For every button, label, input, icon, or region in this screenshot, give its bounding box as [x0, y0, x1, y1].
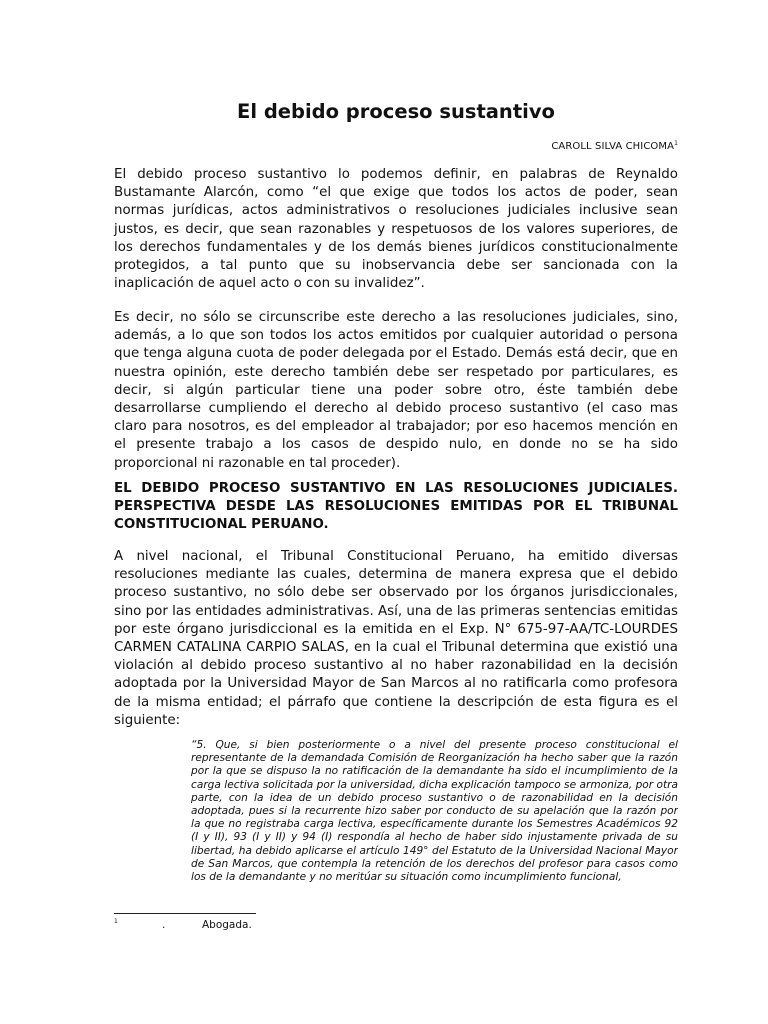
author-name: CAROLL SILVA CHICOMA	[551, 141, 675, 152]
author-footnote-mark[interactable]: 1	[674, 140, 678, 147]
paragraph-tribunal: A nivel nacional, el Tribunal Constitucional Peruano, ha emitido diversas resoluciones mediante las cuales, determina de manera expresa que el debido proceso sustantivo, no sólo debe ser observado por los órganos jurisdiccionales, sino por las entidades administrativas. Así, una de las primeras sentencias emitidas por este órgano jurisdiccional es la emitida en el Exp. N° 675-97-AA/TC-LOURDES CARMEN CATALINA CARPIO SALAS, en la cual el Tribunal determina que existió una violación al debido proceso sustantivo al no haber razonabilidad en la decisión adoptada por la Universidad Mayor de San Marcos al no ratificarla como profesora de la misma entidad; el párrafo que contiene la descripción de esta figura es el siguiente:	[114, 549, 678, 728]
block-quote: “5. Que, si bien posteriormente o a nivel del presente proceso constitucional el representante de la demandada Comisión de Reorganización ha hecho saber que la razón por la que se dispuso la no ratificación de la demandante ha sido el incumplimiento de la carga lectiva solicitada por la universidad, dicha explicación tampoco se armoniza, por otra parte, con la idea de un debido proceso sustantivo o de razonabilidad en la decisión adoptada, pues si la recurrente hizo saber por conducto de su apelación que la razón por la que no registraba carga lectiva, específicamente durante los Semestres Académicos 92 (I y II), 93 (I y II) y 94 (I) respondía al hecho de haber sido injustamente privada de su libertad, ha debido aplicarse el artículo 149° del Estatuto de la Universidad Nacional Mayor de San Marcos, que contempla la retención de los derechos del profesor para casos como los de la demandante y no meritúar su situación como incumplimiento funcional,	[191, 739, 678, 884]
section-heading: EL DEBIDO PROCESO SUSTANTIVO EN LAS RESOLUCIONES JUDICIALES. PERSPECTIVA DESDE LAS RESOLUCIONES EMITIDAS POR EL TRIBUNAL CONSTITUCIONAL PERUANO.	[114, 481, 678, 533]
footnote-text: Abogada.	[202, 919, 252, 931]
author-line	[551, 137, 678, 154]
paragraph-scope: Es decir, no sólo se circunscribe este derecho a las resoluciones judiciales, sino, además, a lo que son todos los actos emitidos por cualquier autoridad o persona que tenga alguna cuota de poder delegada por el Estado. Demás está decir, que en nuestra opinión, este derecho también debe ser respetado por particulares, es decir, si algún particular tiene una poder sobre otro, éste también debe desarrollarse cumpliendo el derecho al debido proceso sustantivo (el caso mas claro para nosotros, es del empleador al trabajador; por eso hacemos mención en el presente trabajo a los casos de despido nulo, en donde no se ha sido proporcional ni razonable en tal proceder).	[114, 310, 678, 471]
footnote-dot: .	[162, 919, 166, 931]
footnote-mark: 1	[114, 918, 118, 925]
paragraph-definition: El debido proceso sustantivo lo podemos definir, en palabras de Reynaldo Bustamante Alarcón, como “el que exige que todos los actos de poder, sean normas jurídicas, actos administrativos o resoluciones judiciales inclusive sean justos, es decir, que sean razonables y respetuosos de los valores superiores, de los derechos fundamentales y de los demás bienes jurídicos constitucionalmente protegidos, a tal punto que su inobservancia debe ser sancionada con la inaplicación de aquel acto o con su invalidez”.	[114, 167, 678, 292]
footnote-separator	[114, 913, 256, 914]
document-title: El debido proceso sustantivo	[237, 100, 555, 123]
